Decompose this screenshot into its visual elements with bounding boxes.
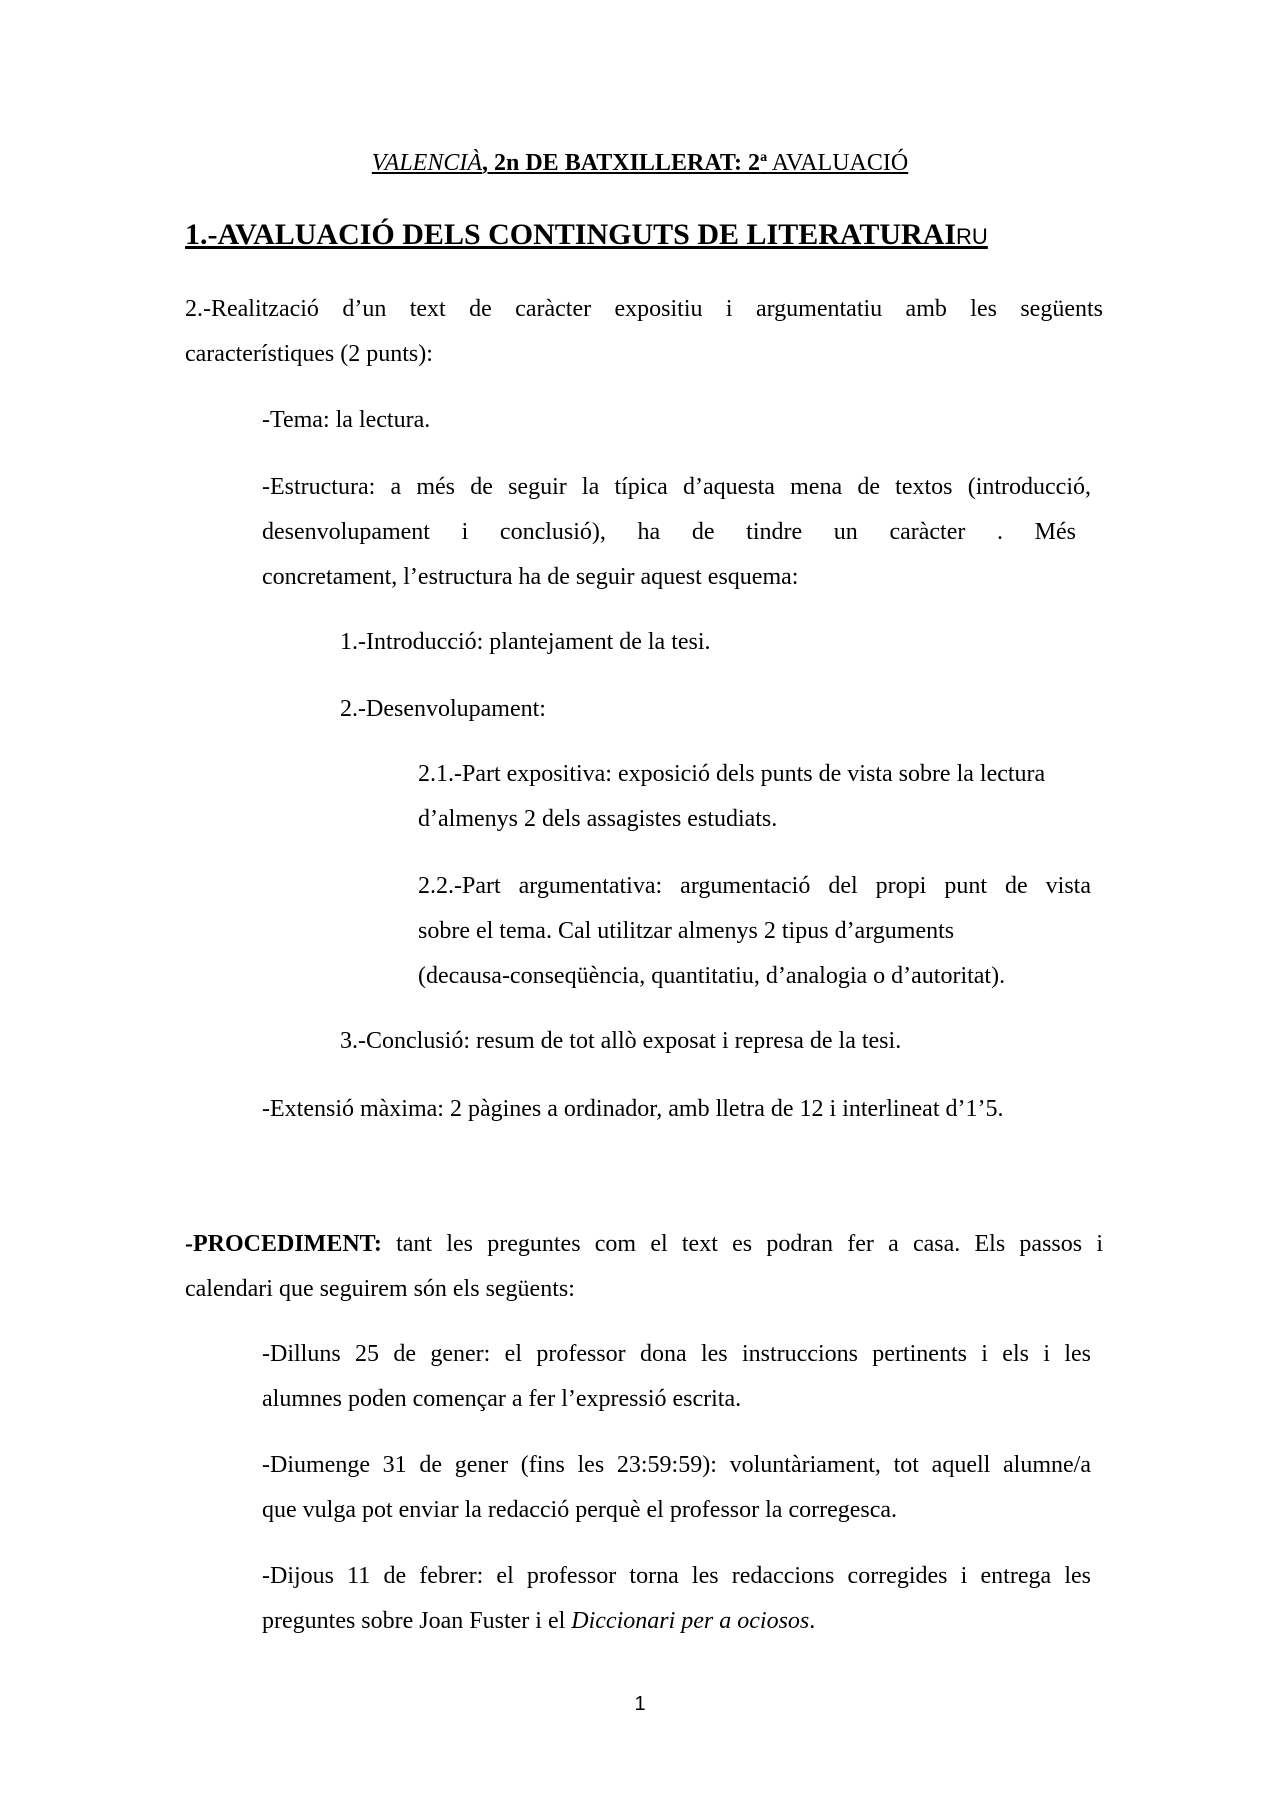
title-subject: VALENCIÀ [371, 150, 482, 176]
scheme-part-22-line3: (decausa-conseqüència, quantitatiu, d’analogia o d’autoritat). [418, 963, 1006, 989]
dijous-line2-prefix: preguntes sobre Joan Fuster i el [262, 1608, 572, 1634]
procediment-line1-rest: tant les preguntes com el text es podran fer a casa. Els passos i [381, 1231, 1103, 1257]
scheme-conclusion: 3.-Conclusió: resum de tot allò exposat i represa de la tesi. [340, 1028, 902, 1054]
procediment-label: -PROCEDIMENT: [185, 1231, 382, 1257]
estructura-line2: desenvolupament i conclusió), ha de tindre un caràcter . Més [262, 519, 1076, 545]
item-2-line1: 2.-Realització d’un text de caràcter expositiu i argumentatiu amb les següents [185, 296, 1103, 322]
scheme-intro: 1.-Introducció: plantejament de la tesi. [340, 629, 711, 655]
dijous-line2-suffix: . [809, 1608, 816, 1634]
dilluns-line2: alumnes poden començar a fer l’expressió escrita. [262, 1386, 742, 1412]
estructura-line3: concretament, l’estructura ha de seguir aquest esquema: [262, 564, 799, 590]
section-heading-suffix: RU [956, 224, 988, 249]
scheme-part-22-line1: 2.2.-Part argumentativa: argumentació del propi punt de vista [418, 873, 1091, 899]
section-heading [185, 218, 988, 252]
book-title: Diccionari per a ociosos [571, 1608, 810, 1634]
page-number: 1 [634, 1693, 646, 1715]
diumenge-line1: -Diumenge 31 de gener (fins les 23:59:59): voluntàriament, tot aquell alumne/a [262, 1452, 1091, 1478]
procediment-line1 [185, 1222, 1103, 1267]
section-heading-text: 1.-AVALUACIÓ DELS CONTINGUTS DE LITERATURAI [185, 218, 957, 251]
tema-line: -Tema: la lectura. [262, 407, 431, 433]
title-course: , 2n DE BATXILLERAT: 2 [482, 150, 761, 176]
dijous-line2 [262, 1599, 815, 1644]
item-2-line2: característiques (2 punts): [185, 341, 433, 367]
scheme-part-21-line1: 2.1.-Part expositiva: exposició dels punts de vista sobre la lectura [418, 761, 1046, 787]
scheme-part-22-line2: sobre el tema. Cal utilitzar almenys 2 tipus d’arguments [418, 918, 955, 944]
dijous-line1: -Dijous 11 de febrer: el professor torna les redaccions corregides i entrega les [262, 1563, 1091, 1589]
procediment-line2: calendari que seguirem són els següents: [185, 1276, 575, 1302]
diumenge-line2: que vulga pot enviar la redacció perquè el professor la corregesca. [262, 1497, 898, 1523]
extension-line: -Extensió màxima: 2 pàgines a ordinador, amb lletra de 12 i interlineat d’1’5. [262, 1096, 1004, 1122]
estructura-line1: -Estructura: a més de seguir la típica d’aquesta mena de textos (introducció, [262, 474, 1091, 500]
title-ordinal-sup: a [760, 150, 768, 165]
scheme-part-21-line2: d’almenys 2 dels assagistes estudiats. [418, 806, 778, 832]
dilluns-line1: -Dilluns 25 de gener: el professor dona les instruccions pertinents i els i les [262, 1341, 1091, 1367]
scheme-development: 2.-Desenvolupament: [340, 696, 546, 722]
page-title [0, 150, 1280, 177]
title-evaluation: AVALUACIÓ [767, 150, 909, 176]
